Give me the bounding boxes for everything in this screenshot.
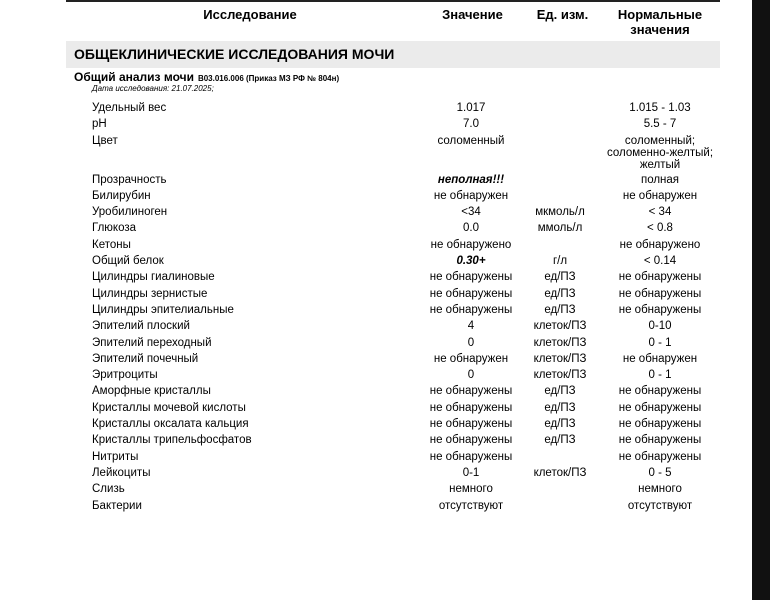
table-row bbox=[0, 416, 752, 432]
param-value: не обнаружены bbox=[429, 401, 513, 414]
param-unit: ед/ПЗ bbox=[544, 271, 576, 284]
table-row bbox=[0, 335, 752, 351]
param-value: не обнаружены bbox=[429, 287, 513, 300]
param-unit: ед/ПЗ bbox=[544, 401, 576, 414]
table-row bbox=[0, 237, 752, 253]
table-row bbox=[0, 188, 752, 204]
param-unit: ед/ПЗ bbox=[544, 287, 576, 300]
param-unit: г/л bbox=[552, 255, 568, 268]
param-name: Эпителий плоский bbox=[92, 320, 190, 333]
param-name: Билирубин bbox=[92, 189, 151, 202]
page-edge bbox=[752, 0, 770, 600]
param-norm: < 0.14 bbox=[643, 255, 677, 268]
table-row bbox=[0, 269, 752, 285]
param-norm: 1.015 - 1.03 bbox=[629, 102, 691, 114]
param-norm: 0 - 1 bbox=[648, 336, 672, 349]
table-row bbox=[0, 253, 752, 269]
param-unit: ед/ПЗ bbox=[544, 385, 576, 398]
param-value: не обнаружен bbox=[433, 352, 509, 365]
param-name: Общий белок bbox=[92, 255, 164, 268]
param-value: не обнаружены bbox=[429, 303, 513, 316]
param-unit: ед/ПЗ bbox=[544, 418, 576, 431]
table-row bbox=[0, 172, 752, 188]
param-name: Эритроциты bbox=[92, 369, 158, 382]
param-name: Цилиндры эпителиальные bbox=[92, 303, 234, 316]
param-value: 4 bbox=[467, 320, 475, 333]
table-row bbox=[0, 481, 752, 497]
param-value: <34 bbox=[461, 206, 481, 219]
table-row bbox=[0, 100, 752, 116]
param-unit: клеток/ПЗ bbox=[533, 466, 587, 479]
param-unit: ед/ПЗ bbox=[544, 434, 576, 447]
param-value: 7.0 bbox=[463, 118, 479, 131]
table-row bbox=[0, 449, 752, 465]
param-unit: мкмоль/л bbox=[535, 206, 585, 219]
param-value: не обнаружены bbox=[429, 434, 513, 447]
param-norm: немного bbox=[638, 483, 682, 496]
param-name: Удельный вес bbox=[92, 102, 167, 114]
param-unit: ед/ПЗ bbox=[544, 303, 576, 316]
header-research: Исследование bbox=[203, 7, 297, 22]
param-norm: не обнаружены bbox=[618, 450, 702, 463]
param-value: 1.017 bbox=[456, 102, 486, 114]
table-row bbox=[0, 133, 752, 172]
param-norm: не обнаружены bbox=[618, 434, 702, 447]
param-name: Кристаллы оксалата кальция bbox=[92, 418, 249, 431]
header-value: Значение bbox=[442, 7, 503, 22]
param-norm: не обнаружены bbox=[618, 271, 702, 284]
results-table bbox=[0, 100, 752, 514]
param-name: Цилиндры гиалиновые bbox=[92, 271, 215, 284]
param-norm: полная bbox=[640, 173, 680, 186]
param-name: Нитриты bbox=[92, 450, 139, 463]
param-norm: < 34 bbox=[648, 206, 672, 219]
param-value: 0-1 bbox=[462, 466, 480, 479]
table-row bbox=[0, 351, 752, 367]
table-row bbox=[0, 498, 752, 514]
param-norm: не обнаружены bbox=[618, 303, 702, 316]
analysis-date: Дата исследования: 21.07.2025; bbox=[92, 84, 214, 93]
param-norm: < 0.8 bbox=[647, 222, 673, 235]
analysis-name: Общий анализ мочи bbox=[74, 70, 194, 84]
param-name: Бактерии bbox=[92, 499, 142, 512]
param-value: не обнаружено bbox=[430, 238, 512, 251]
param-norm: не обнаружен bbox=[622, 189, 698, 202]
table-row bbox=[0, 432, 752, 448]
table-row bbox=[0, 302, 752, 318]
param-name: Аморфные кристаллы bbox=[92, 385, 211, 398]
table-row bbox=[0, 383, 752, 399]
param-name: Кристаллы трипельфосфатов bbox=[92, 434, 252, 447]
table-row bbox=[0, 204, 752, 220]
param-unit: ммоль/л bbox=[537, 222, 583, 235]
param-name: Глюкоза bbox=[92, 222, 137, 235]
param-value: не обнаружены bbox=[429, 450, 513, 463]
param-name: Цилиндры зернистые bbox=[92, 287, 208, 300]
section-title: ОБЩЕКЛИНИЧЕСКИЕ ИССЛЕДОВАНИЯ МОЧИ bbox=[66, 41, 720, 68]
analysis-title bbox=[74, 70, 339, 84]
param-norm: не обнаружены bbox=[618, 287, 702, 300]
param-value: не обнаружены bbox=[429, 418, 513, 431]
param-name: Прозрачность bbox=[92, 173, 167, 186]
param-name: Лейкоциты bbox=[92, 466, 151, 479]
param-name: pH bbox=[92, 118, 107, 131]
param-norm: не обнаружены bbox=[618, 418, 702, 431]
param-value: отсутствуют bbox=[438, 499, 504, 512]
top-rule bbox=[66, 0, 720, 2]
param-unit: клеток/ПЗ bbox=[533, 352, 587, 365]
param-unit: клеток/ПЗ bbox=[533, 369, 587, 382]
param-name: Кристаллы мочевой кислоты bbox=[92, 401, 246, 414]
param-norm: соломенный; соломенно-желтый; желтый bbox=[606, 134, 714, 171]
table-row bbox=[0, 318, 752, 334]
param-unit: клеток/ПЗ bbox=[533, 336, 587, 349]
param-value: 0 bbox=[467, 369, 475, 382]
table-row bbox=[0, 367, 752, 383]
param-norm: не обнаружен bbox=[622, 352, 698, 365]
param-value: соломенный bbox=[437, 134, 505, 147]
header-unit: Ед. изм. bbox=[536, 7, 589, 22]
param-name: Эпителий переходный bbox=[92, 336, 212, 349]
param-name: Эпителий почечный bbox=[92, 352, 199, 365]
param-value: 0 bbox=[467, 336, 475, 349]
param-norm: не обнаружены bbox=[618, 385, 702, 398]
param-name: Слизь bbox=[92, 483, 125, 496]
analysis-code: B03.016.006 (Приказ МЗ РФ № 804н) bbox=[197, 74, 340, 83]
param-value: не обнаружены bbox=[429, 385, 513, 398]
param-value: 0.0 bbox=[463, 222, 479, 235]
param-value-abnormal: неполная!!! bbox=[437, 173, 505, 186]
param-value: немного bbox=[449, 483, 493, 496]
param-value-abnormal: 0.30+ bbox=[456, 255, 486, 268]
table-row bbox=[0, 116, 752, 132]
param-norm: не обнаружено bbox=[619, 238, 701, 251]
param-norm: 0-10 bbox=[648, 320, 672, 333]
table-row bbox=[0, 220, 752, 236]
param-name: Цвет bbox=[92, 134, 118, 147]
param-unit: клеток/ПЗ bbox=[533, 320, 587, 333]
header-norm: Нормальные значения bbox=[617, 7, 703, 37]
param-value: не обнаружены bbox=[429, 271, 513, 284]
param-name: Уробилиноген bbox=[92, 206, 168, 219]
param-name: Кетоны bbox=[92, 238, 131, 251]
param-value: не обнаружен bbox=[433, 189, 509, 202]
param-norm: 0 - 1 bbox=[648, 369, 672, 382]
param-norm: 5.5 - 7 bbox=[643, 118, 677, 131]
param-norm: не обнаружены bbox=[618, 401, 702, 414]
param-norm: 0 - 5 bbox=[648, 466, 672, 479]
table-row bbox=[0, 400, 752, 416]
param-norm: отсутствуют bbox=[627, 499, 693, 512]
table-row bbox=[0, 465, 752, 481]
table-row bbox=[0, 286, 752, 302]
